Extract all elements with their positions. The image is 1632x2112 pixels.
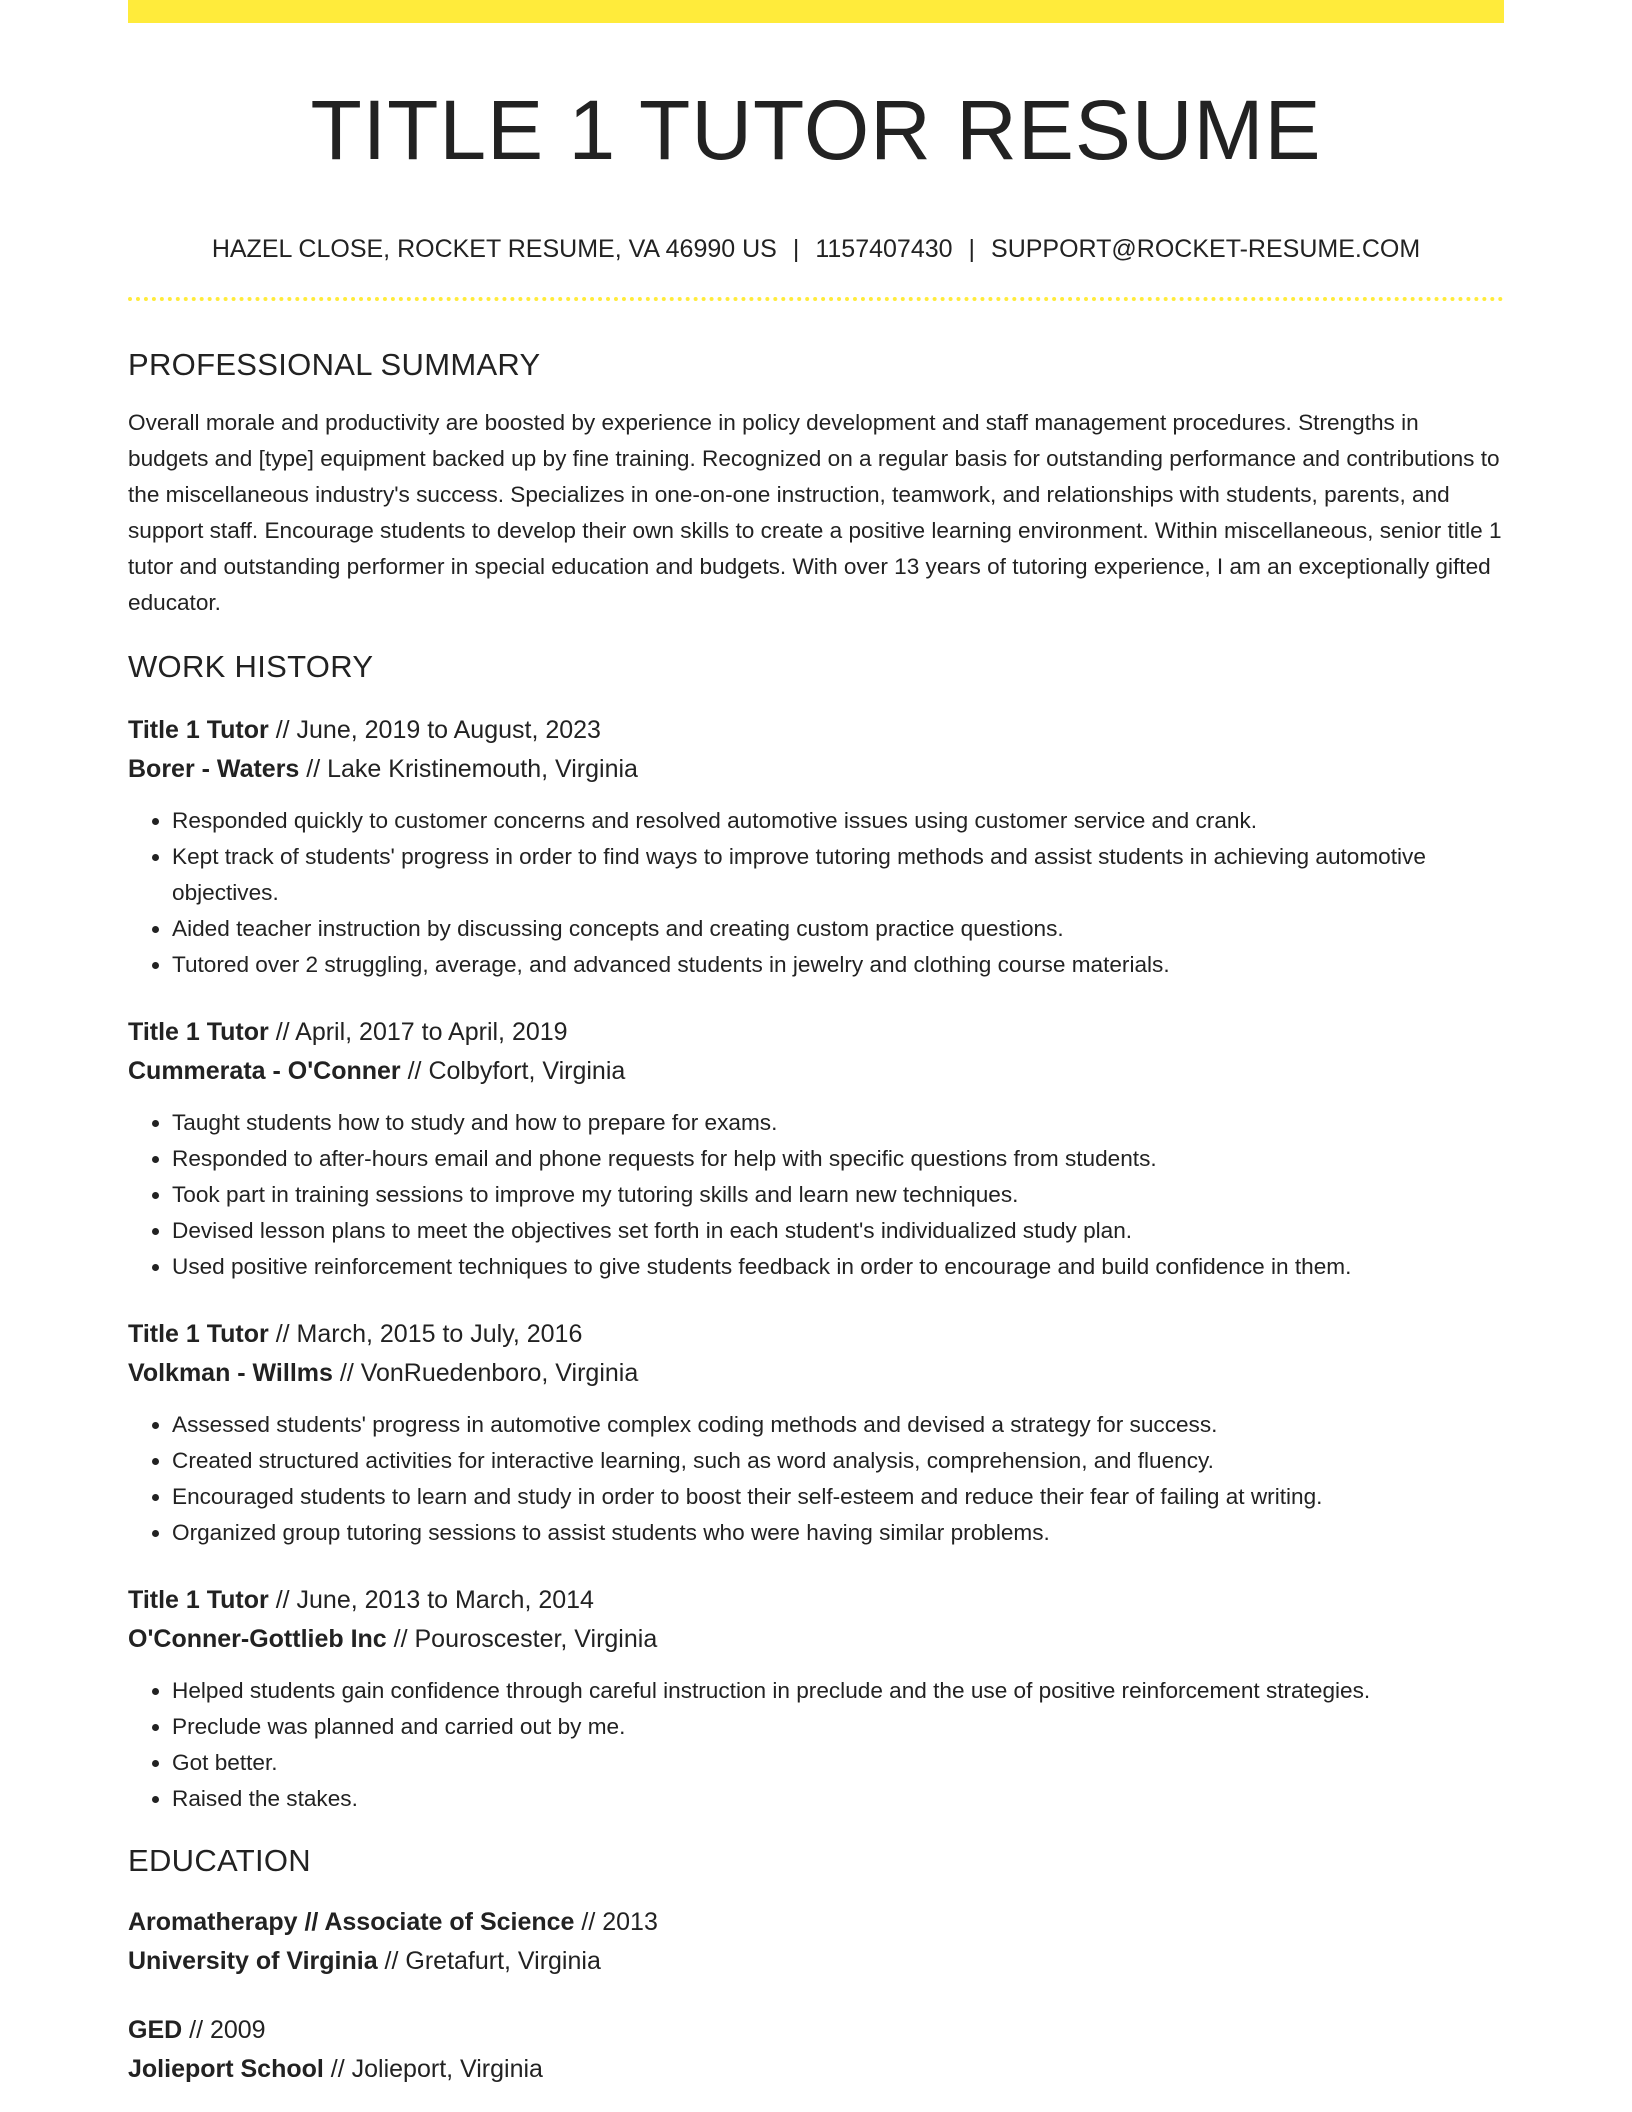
job-bullet: • Kept track of students' progress in order to find ways to improve tutoring methods and assist students in achieving automotive objectives. <box>172 839 1504 911</box>
job-company-line <box>128 1052 1504 1091</box>
job-company-line <box>128 750 1504 789</box>
contact-separator: | <box>968 235 976 263</box>
job-bullet: • Aided teacher instruction by discussing concepts and creating custom practice questions. <box>172 911 1504 947</box>
job-bullet: • Raised the stakes. <box>172 1781 1504 1817</box>
job-location: // Pouroscester, Virginia <box>386 1625 658 1653</box>
resume-title: TITLE 1 TUTOR RESUME <box>310 83 1322 177</box>
summary-heading: PROFESSIONAL SUMMARY <box>128 347 541 382</box>
job-bullet: • Preclude was planned and carried out by me. <box>172 1709 1504 1745</box>
contact-address: HAZEL CLOSE, ROCKET RESUME, VA 46990 US <box>211 235 777 263</box>
job-location: // Colbyfort, Virginia <box>400 1057 626 1085</box>
job-entry <box>128 1315 1504 1551</box>
job-dates: // June, 2013 to March, 2014 <box>268 1586 594 1614</box>
edu-location: // Gretafurt, Virginia <box>377 1947 601 1975</box>
job-bullet: • Assessed students' progress in automotive complex coding methods and devised a strategy for success. <box>172 1407 1504 1443</box>
job-title: Title 1 Tutor <box>128 1320 269 1348</box>
contact-phone[interactable]: 1157407430 <box>815 235 953 263</box>
contact-line <box>128 234 1504 264</box>
job-entry <box>128 1581 1504 1817</box>
job-location: // VonRuedenboro, Virginia <box>332 1359 639 1387</box>
education-heading: EDUCATION <box>128 1843 311 1878</box>
job-title-line <box>128 1013 1504 1052</box>
job-company-line <box>128 1354 1504 1393</box>
job-bullet: • Encouraged students to learn and study in order to boost their self-esteem and reduce their fear of failing at writing. <box>172 1479 1504 1515</box>
job-title-line <box>128 1581 1504 1620</box>
edu-degree: Aromatherapy // Associate of Science <box>128 1908 575 1936</box>
job-dates: // April, 2017 to April, 2019 <box>268 1018 568 1046</box>
job-title: Title 1 Tutor <box>128 1018 269 1046</box>
job-company: Cummerata - O'Conner <box>128 1057 401 1085</box>
edu-school-line <box>128 1942 1504 1981</box>
job-title: Title 1 Tutor <box>128 716 269 744</box>
edu-school-line <box>128 2050 1504 2089</box>
edu-school: University of Virginia <box>128 1947 378 1975</box>
job-bullet: • Created structured activities for interactive learning, such as word analysis, comprehension, and fluency. <box>172 1443 1504 1479</box>
job-dates: // March, 2015 to July, 2016 <box>268 1320 583 1348</box>
job-bullets <box>128 1105 1504 1285</box>
job-bullets <box>128 1407 1504 1551</box>
job-bullet: • Used positive reinforcement techniques to give students feedback in order to encourage and build confidence in them. <box>172 1249 1504 1285</box>
job-bullet: • Taught students how to study and how to prepare for exams. <box>172 1105 1504 1141</box>
job-bullet: • Responded quickly to customer concerns and resolved automotive issues using customer service and crank. <box>172 803 1504 839</box>
dotted-divider <box>128 297 1504 301</box>
job-company: O'Conner-Gottlieb Inc <box>128 1625 387 1653</box>
job-title-line <box>128 711 1504 750</box>
edu-year: // 2009 <box>182 2016 266 2044</box>
job-company-line <box>128 1620 1504 1659</box>
job-location: // Lake Kristinemouth, Virginia <box>299 755 638 783</box>
job-bullet: • Tutored over 2 struggling, average, and advanced students in jewelry and clothing course materials. <box>172 947 1504 983</box>
contact-separator: | <box>792 235 800 263</box>
edu-year: // 2013 <box>574 1908 658 1936</box>
job-bullet: • Devised lesson plans to meet the objectives set forth in each student's individualized study plan. <box>172 1213 1504 1249</box>
job-bullet: • Responded to after-hours email and phone requests for help with specific questions from students. <box>172 1141 1504 1177</box>
job-bullets <box>128 803 1504 983</box>
contact-email[interactable]: SUPPORT@ROCKET-RESUME.COM <box>991 235 1421 263</box>
job-bullet: • Organized group tutoring sessions to assist students who were having similar problems. <box>172 1515 1504 1551</box>
edu-degree: GED <box>128 2016 183 2044</box>
education-entry <box>128 1903 1504 1981</box>
work-history-heading: WORK HISTORY <box>128 649 374 684</box>
job-title-line <box>128 1315 1504 1354</box>
job-title: Title 1 Tutor <box>128 1586 269 1614</box>
job-bullet: • Helped students gain confidence through careful instruction in preclude and the use of positive reinforcement strategies. <box>172 1673 1504 1709</box>
job-bullet: • Got better. <box>172 1745 1504 1781</box>
edu-school: Jolieport School <box>128 2055 324 2083</box>
job-company: Borer - Waters <box>128 755 300 783</box>
edu-degree-line <box>128 2011 1504 2050</box>
summary-text: Overall morale and productivity are boosted by experience in policy development and staff management procedures. Strengths in budgets and [type] equipment backed up by fine training. Recognized on a regular basis for outstanding performance and contributions to the miscellaneous industry's success. Specializes in one-on-one instruction, teamwork, and relationships with students, parents, and support staff. Encourage students to develop their own skills to create a positive learning environment. Within miscellaneous, senior title 1 tutor and outstanding performer in special education and budgets. With over 13 years of tutoring experience, I am an exceptionally gifted educator. <box>128 410 1502 615</box>
job-entry <box>128 711 1504 983</box>
edu-degree-line <box>128 1903 1504 1942</box>
job-dates: // June, 2019 to August, 2023 <box>268 716 601 744</box>
resume-document <box>128 0 1504 2089</box>
job-entry <box>128 1013 1504 1285</box>
job-bullet: • Took part in training sessions to improve my tutoring skills and learn new techniques. <box>172 1177 1504 1213</box>
education-entry <box>128 2011 1504 2089</box>
edu-location: // Jolieport, Virginia <box>323 2055 543 2083</box>
job-company: Volkman - Willms <box>128 1359 333 1387</box>
job-bullets <box>128 1673 1504 1817</box>
